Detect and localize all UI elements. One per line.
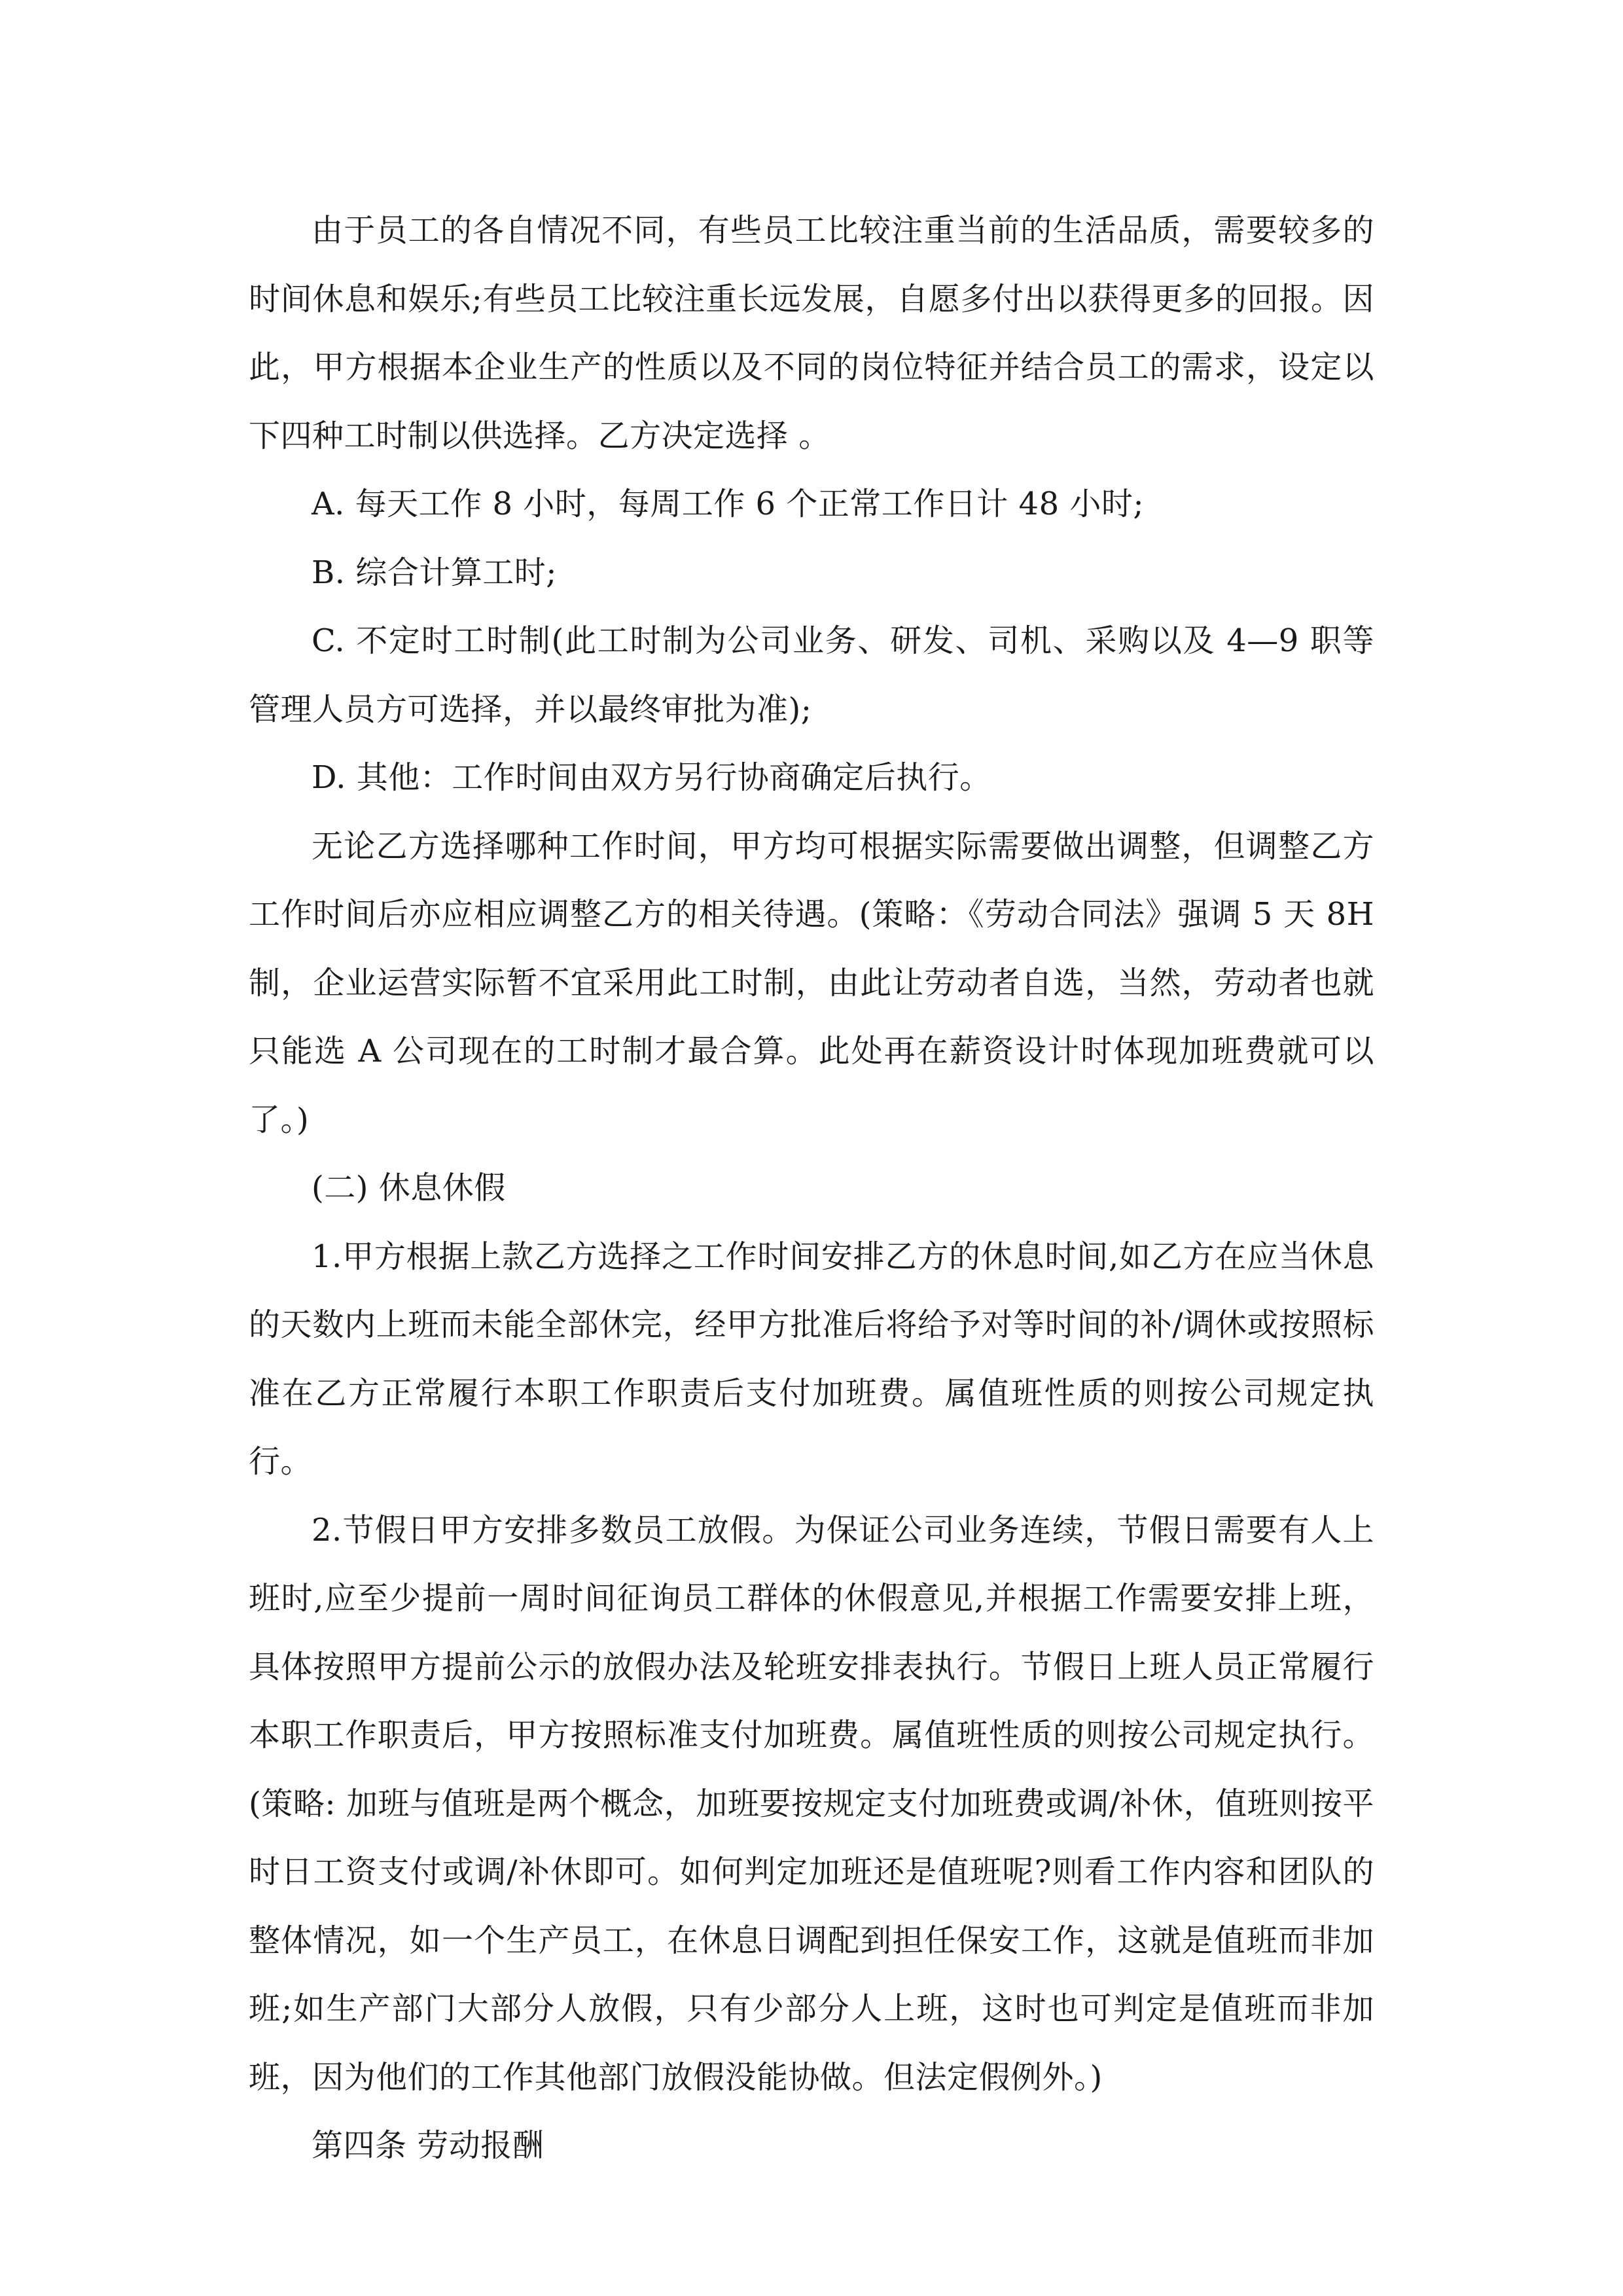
paragraph-rest-item-2: 2.节假日甲方安排多数员工放假。为保证公司业务连续，节假日需要有人上班时,应至少提前一周时间征询员工群体的休假意见,并根据工作需要安排上班，具体按照甲方提前公示的放假办法及轮班安排表执行。节假日上班人员正常履行本职工作职责后，甲方按照标准支付加班费。属值班性质的则按公司规定执行。(策略: 加班与值班是两个概念，加班要按规定支付加班费或调/补休，值班则按平时日工资支付或调/补休即可。如何判定加班还是值班呢?则看工作内容和团队的整体情况，如一个生产员工，在休息日调配到担任保安工作，这就是值班而非加班;如生产部门大部分人放假，只有少部分人上班，这时也可判定是值班而非加班，因为他们的工作其他部门放假没能协做。但法定假例外。) — [249, 1511, 1374, 2096]
document-body — [249, 196, 1374, 2180]
option-c: C. 不定时工时制(此工时制为公司业务、研发、司机、采购以及 4—9 职等管理人员方可选择，并以最终审批为准); — [249, 622, 1374, 728]
paragraph-adjustment-strategy: 无论乙方选择哪种工作时间，甲方均可根据实际需要做出调整，但调整乙方工作时间后亦应相应调整乙方的相关待遇。(策略：《劳动合同法》强调 5 天 8H 制，企业运营实际暂不宜采用此工时制，由此让劳动者自选，当然，劳动者也就只能选 A 公司现在的工时制才最合算。此处再在薪资设计时体现加班费就可以了。) — [249, 827, 1374, 1138]
option-d: D. 其他：工作时间由双方另行协商确定后执行。 — [312, 759, 991, 796]
section-heading-rest-leave: (二) 休息休假 — [312, 1170, 506, 1206]
option-b: B. 综合计算工时; — [312, 554, 557, 591]
article-heading-remuneration: 第四条 劳动报酬 — [312, 2127, 544, 2164]
paragraph-rest-item-1: 1.甲方根据上款乙方选择之工作时间安排乙方的休息时间,如乙方在应当休息的天数内上班而未能全部休完，经甲方批准后将给予对等时间的补/调休或按照标准在乙方正常履行本职工作职责后支付加班费。属值班性质的则按公司规定执行。 — [249, 1238, 1374, 1480]
option-a: A. 每天工作 8 小时，每周工作 6 个正常工作日计 48 小时; — [312, 486, 1145, 522]
paragraph-work-hours-intro: 由于员工的各自情况不同，有些员工比较注重当前的生活品质，需要较多的时间休息和娱乐;有些员工比较注重长远发展，自愿多付出以获得更多的回报。因此，甲方根据本企业生产的性质以及不同的岗位特征并结合员工的需求，设定以下四种工时制以供选择。乙方决定选择 。 — [249, 212, 1374, 454]
